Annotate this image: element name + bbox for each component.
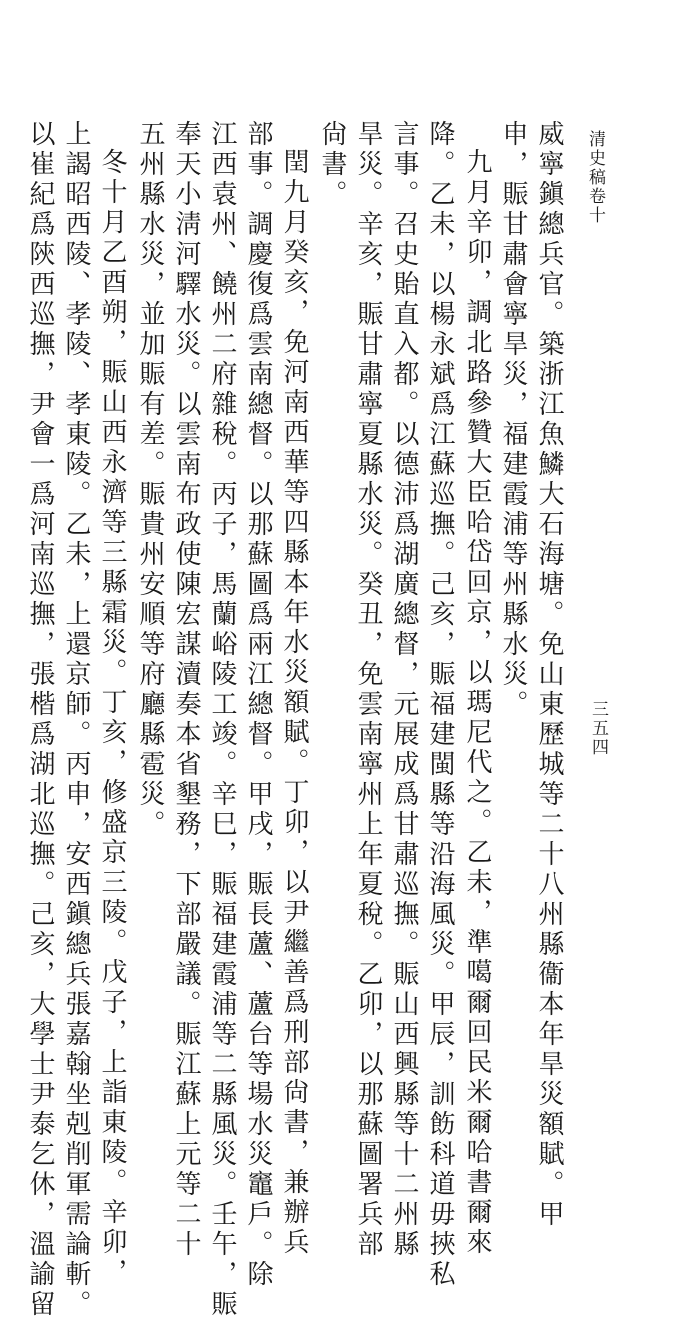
page-number: 三五四 [588, 700, 608, 757]
text-column-1: 威寧鎭總兵官。築浙江魚鱗大石海塘。免山東歷城等二十八州縣衞本年旱災額賦。甲 [534, 120, 564, 1230]
text-column-2: 申，賑甘肅會寧旱災，福建霞浦等州縣水災。 [498, 120, 528, 720]
book-title: 清史稿卷十 [585, 130, 605, 225]
text-column-6: 旱災。辛亥，賑甘肅寧夏縣水災。癸丑，免雲南寧州上年夏稅。乙卯，以那蘇圖署兵部 [353, 120, 383, 1260]
text-column-10: 江西袁州、饒州二府雜稅。丙子，馬蘭峪陵工竣。辛巳，賑福建霞浦等二縣風災。壬午，賑 [207, 120, 237, 1320]
text-column-11: 奉天小淸河驛水災。以雲南布政使陳宏謀瀆奏本省墾務，下部嚴議。賑江蘇上元等二十 [171, 120, 201, 1260]
text-column-9: 部事。調慶復爲雲南總督。以那蘇圖爲兩江總督。甲戌，賑長蘆、蘆台等場水災竈戶。除 [243, 120, 273, 1290]
text-column-14: 上謁昭西陵、孝陵、孝東陵。乙未，上還京師。丙申，安西鎭總兵張嘉翰坐剋削軍需論斬。 [61, 120, 91, 1320]
text-column-15: 以崔紀爲陝西巡撫，尹會一爲河南巡撫，張楷爲湖北巡撫。己亥，大學士尹泰乞休，溫諭留 [25, 120, 55, 1320]
text-column-5: 言事。召史貽直入都。以德沛爲湖廣總督，元展成爲甘肅巡撫。賑山西興縣等十二州縣 [389, 120, 419, 1260]
text-column-12: 五州縣水災，並加賑有差。賑貴州安順等府廳縣雹災。 [135, 120, 165, 840]
text-column-7: 尙書。 [317, 120, 347, 210]
text-column-4: 降。乙未，以楊永斌爲江蘇巡撫。己亥，賑福建閩縣等沿海風災。甲辰，訓飭科道毋挾私 [425, 120, 455, 1290]
text-column-8: 閏九月癸亥，免河南西華等四縣本年水災額賦。丁卯，以尹繼善爲刑部尙書，兼辦兵 [279, 148, 309, 1258]
text-column-3: 九月辛卯，調北路參贊大臣哈岱回京，以瑪尼代之。乙未，準噶爾回民米爾哈書爾來 [462, 148, 492, 1258]
text-column-13: 冬十月乙酉朔，賑山西永濟等三縣霜災。丁亥，修盛京三陵。戊子，上詣東陵。辛卯， [97, 148, 127, 1288]
